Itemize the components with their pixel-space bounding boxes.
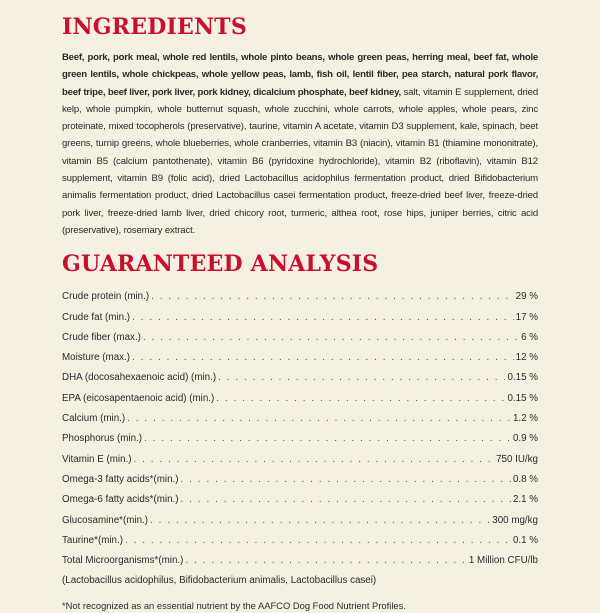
ingredients-secondary-text: salt, vitamin E supplement, dried kelp, whole pumpkin, whole butternut squash, whole zucchini, whole carrots, whole apples, whole pears, zinc proteinate, mixed tocopherols (preservative), taurine, vitamin A acetate, vitamin D3 supplement, kale, spinach, beet greens, turnip greens, whole blueberries, whole cranberries, vitamin B3 (niacin), vitamin B1 (thiamine mononitrate), vitamin B5 (calcium pantothenate), vitamin B6 (pyridoxine hydrochloride), vitamin B2 (riboflavin), vitamin B12 supplement, vitamin B9 (folic acid), dried Lactobacillus acidophilus fermentation product, dried Bifidobacterium animalis fermentation product, dried Lactobacillus casei fermentation product, freeze-dried beef liver, freeze-dried pork liver, freeze-dried lamb liver, dried chicory root, turmeric, althea root, rose hips, juniper berries, citric acid (preservative), rosemary extract. [62,86,539,236]
analysis-row-omega-3 [62,470,538,490]
aafco-footnote: *Not recognized as an essential nutrient by the AAFCO Dog Food Nutrient Profiles. [62,600,406,612]
analysis-row-value: 1.2 % [512,413,538,425]
analysis-row-value: 2.1 % [512,494,538,506]
dot-leader [185,551,466,571]
dot-leader [144,429,511,449]
analysis-row-name: Taurine*(min.) [62,534,123,546]
ingredients-heading: INGREDIENTS [62,14,247,40]
analysis-row-glucosamine [62,511,538,531]
analysis-row-value: 300 mg/kg [492,514,538,526]
microorganisms-note: (Lactobacillus acidophilus, Bifidobacterium animalis, Lactobacillus casei) [62,575,377,587]
guaranteed-analysis-heading: GUARANTEED ANALYSIS [62,251,379,278]
analysis-row-crude-fiber [62,328,538,348]
dot-leader [125,531,511,551]
dot-leader [127,409,511,429]
dot-leader [216,389,505,409]
analysis-row-name: Calcium (min.) [62,413,126,425]
dot-leader [150,511,490,531]
analysis-row-value: 0.1 % [512,534,538,546]
analysis-row-name: EPA (eicosapentaenoic acid) (min.) [62,392,215,404]
analysis-row-moisture [62,348,538,368]
analysis-row-vitamin-e [62,450,538,470]
analysis-row-name: Omega-3 fatty acids*(min.) [62,473,179,485]
dot-leader [143,328,519,348]
dot-leader [218,368,505,388]
analysis-row-name: Vitamin E (min.) [62,453,132,465]
analysis-row-name: Phosphorus (min.) [62,433,143,445]
analysis-row-crude-fat [62,308,538,328]
dot-leader [181,470,511,490]
analysis-row-name: DHA (docosahexaenoic acid) (min.) [62,372,217,384]
analysis-row-value: 6 % [521,331,538,343]
analysis-row-name: Moisture (max.) [62,352,131,364]
analysis-row-name: Total Microorganisms*(min.) [62,555,184,567]
analysis-row-taurine [62,531,538,551]
analysis-row-phosphorus [62,429,538,449]
dot-leader [151,287,514,307]
analysis-row-name: Omega-6 fatty acids*(min.) [62,494,179,506]
analysis-row-name: Crude fat (min.) [62,311,131,323]
ingredients-list [62,49,538,239]
dot-leader [132,348,514,368]
analysis-row-omega-6 [62,490,538,510]
dot-leader [181,490,511,510]
analysis-row-value: 17 % [515,311,538,323]
analysis-row-calcium [62,409,538,429]
analysis-row-epa [62,389,538,409]
analysis-row-crude-protein [62,287,538,307]
analysis-row-name: Crude protein (min.) [62,291,150,303]
analysis-row-value: 0.8 % [512,473,538,485]
analysis-row-value: 12 % [515,352,538,364]
analysis-row-value: 0.15 % [507,392,538,404]
dot-leader [134,450,495,470]
analysis-row-name: Glucosamine*(min.) [62,514,149,526]
analysis-row-value: 750 IU/kg [496,453,538,465]
dot-leader [132,308,514,328]
analysis-row-value: 29 % [515,291,538,303]
ingredients-primary-text: Beef, pork, pork meal, whole red lentils, whole pinto beans, whole green peas, herring meal, beef fat, whole green lentils, whole chickpeas, whole yellow peas, lamb, fish oil, lentil fiber, pea starch, natural pork flavor, beef tripe, beef liver, pork liver, pork kidney, dicalcium phosphate, beef kidney, [62,52,538,98]
analysis-row-dha [62,368,538,388]
analysis-row-value: 1 Million CFU/lb [468,555,538,567]
analysis-row-name: Crude fiber (max.) [62,331,141,343]
analysis-row-total-microorganisms [62,551,538,571]
analysis-row-value: 0.15 % [507,372,538,384]
guaranteed-analysis-list [62,287,538,571]
analysis-row-value: 0.9 % [512,433,538,445]
